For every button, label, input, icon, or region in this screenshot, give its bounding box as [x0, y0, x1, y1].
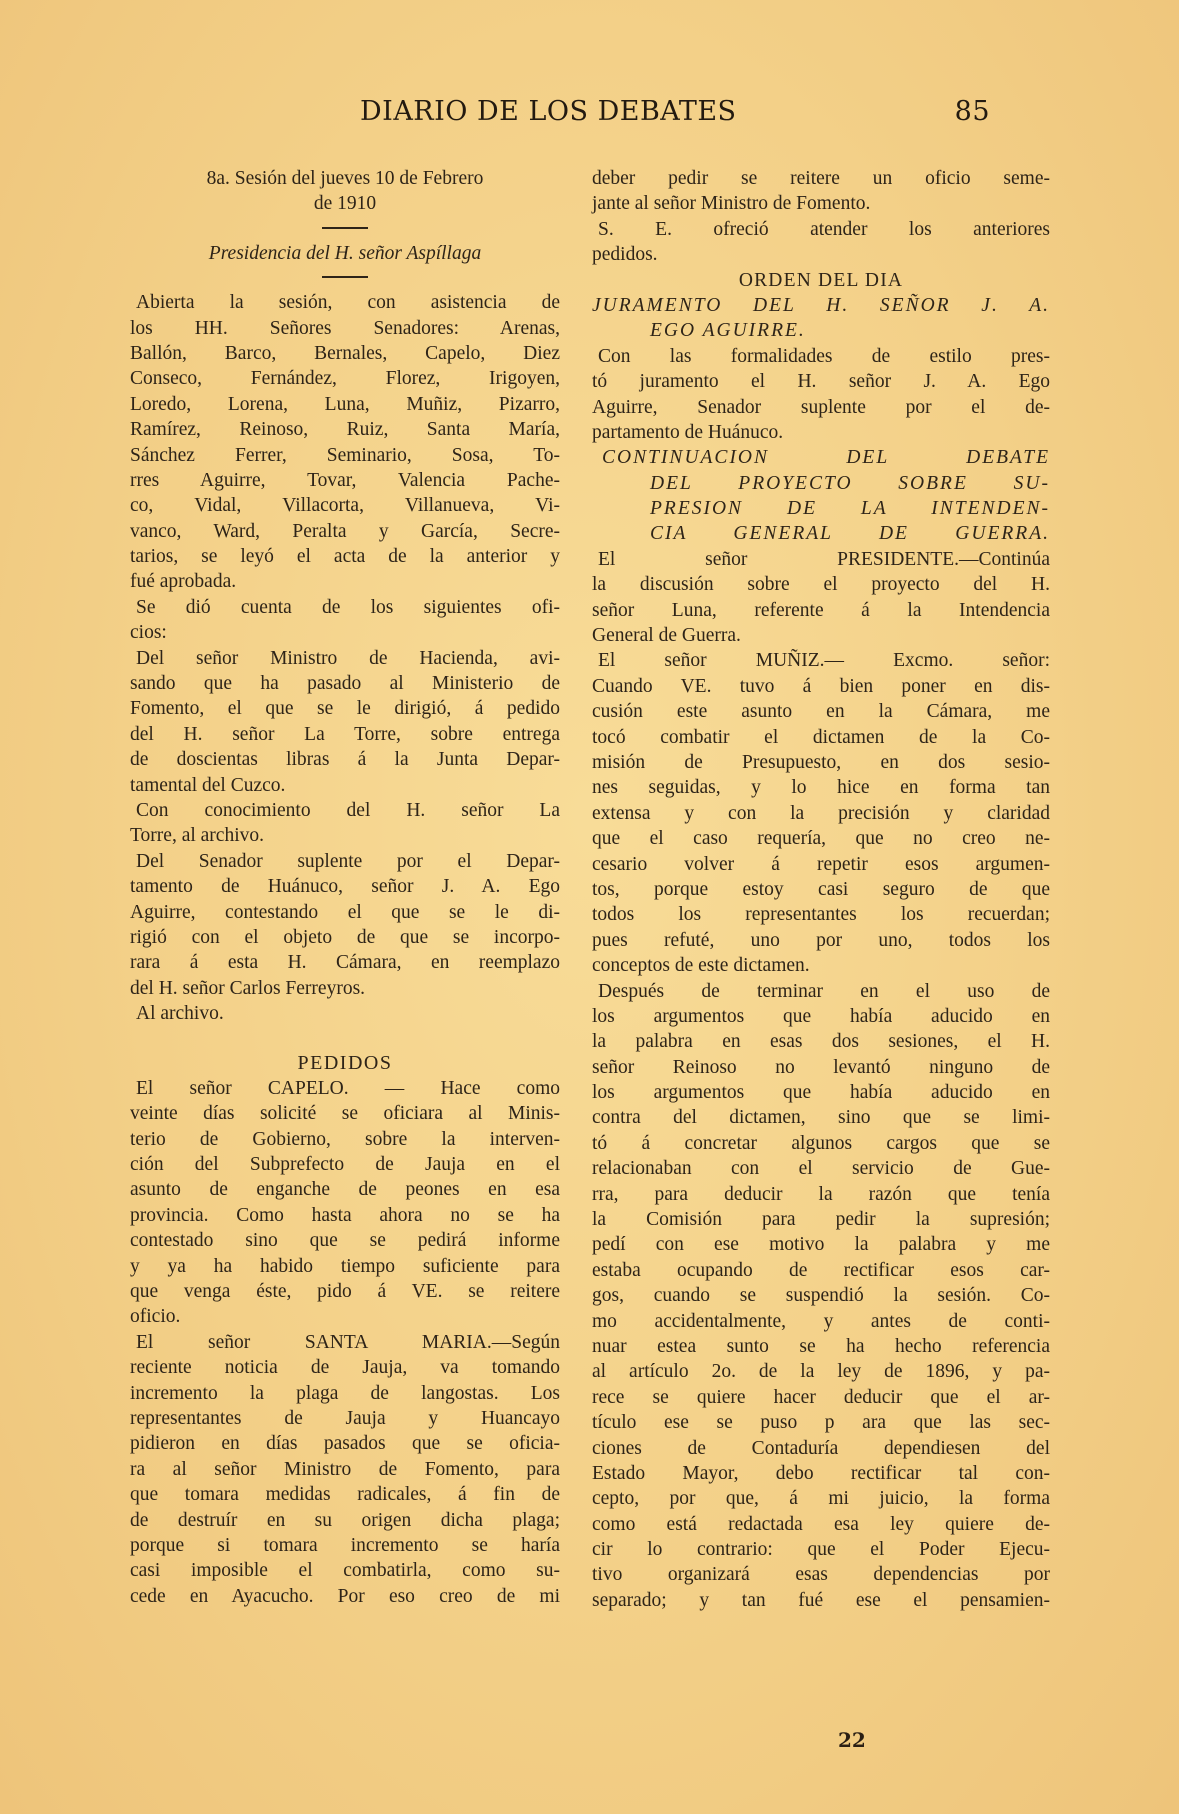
text-line: mo accidentalmente, y antes de conti-: [592, 1310, 1050, 1332]
running-header: [360, 96, 990, 127]
capelo-speech: [130, 1076, 560, 1330]
text-line: sando que ha pasado al Ministerio de: [130, 673, 560, 695]
text-line: Del Senador suplente por el Depar-: [136, 850, 560, 872]
text-line: Al archivo.: [136, 1003, 224, 1025]
text-line: rra, para deducir la razón que tenía: [592, 1183, 1050, 1205]
text-line: ciones de Contaduría dependiesen del: [592, 1437, 1050, 1459]
text-line: tos, porque estoy casi seguro de que: [592, 878, 1050, 900]
text-line: separado; y tan fué ese el pensamien-: [592, 1589, 1050, 1611]
text-line: terio de Gobierno, sobre la interven-: [130, 1128, 560, 1150]
text-line: partamento de Huánuco.: [592, 421, 784, 443]
santa-maria-speech: [130, 1330, 560, 1609]
session-title-line: 8a. Sesión del jueves 10 de Febrero: [206, 168, 484, 189]
text-line: la discusión sobre el proyecto del H.: [592, 574, 1050, 596]
text-line: cusión este asunto en la Cámara, me: [592, 701, 1050, 723]
text-line: misión de Presupuesto, en dos sesio-: [592, 751, 1050, 773]
text-line: rara á esta H. Cámara, en reemplazo: [130, 952, 560, 974]
text-line: Abierta la sesión, con asistencia de: [136, 292, 560, 314]
text-line: tó juramento el H. señor J. A. Ego: [592, 371, 1050, 393]
heading-line: PRESION DE LA INTENDEN-: [650, 498, 1050, 520]
text-line: los argumentos que había aducido en: [592, 1005, 1050, 1027]
heading-line: CIA GENERAL DE GUERRA.: [650, 523, 1050, 545]
text-line: Conseco, Fernández, Florez, Irigoyen,: [130, 368, 560, 390]
oficios-intro: [130, 595, 560, 646]
text-line: Aguirre, contestando el que se le di-: [130, 901, 560, 923]
text-line: co, Vidal, Villacorta, Villanueva, Vi-: [130, 495, 560, 517]
text-line: Ramírez, Reinoso, Ruiz, Santa María,: [130, 419, 560, 441]
text-line: cepto, por que, á mi juicio, la forma: [592, 1488, 1050, 1510]
text-line: El señor PRESIDENTE.—Continúa: [598, 548, 1050, 570]
page-number: 85: [954, 96, 990, 127]
text-line: vanco, Ward, Peralta y García, Secre-: [130, 520, 560, 542]
text-line: tamento de Huánuco, señor J. A. Ego: [130, 876, 560, 898]
text-line: señor Luna, referente á la Intendencia: [592, 599, 1050, 621]
heading-line: EGO AGUIRRE.: [650, 320, 806, 342]
text-line: reciente noticia de Jauja, va tomando: [130, 1357, 560, 1379]
text-line: Sánchez Ferrer, Seminario, Sosa, To-: [130, 444, 560, 466]
presidency-line: Presidencia del H. señor Aspíllaga: [208, 242, 482, 264]
text-line: la palabra en esas dos sesiones, el H.: [592, 1031, 1050, 1053]
opening-paragraph: [130, 290, 560, 595]
text-line: relacionaban con el servicio de Gue-: [592, 1158, 1050, 1180]
continuacion-heading: [592, 445, 1050, 547]
text-line: que venga éste, pido á VE. se reitere: [130, 1281, 560, 1303]
presidente-text: [592, 547, 1050, 649]
text-line: y ya ha habido tiempo suficiente para: [130, 1255, 560, 1277]
text-line: Estado Mayor, debo rectificar tal con-: [592, 1462, 1050, 1484]
text-line: tó á concretar algunos cargos que se: [592, 1132, 1050, 1154]
text-line: oficio.: [130, 1306, 181, 1328]
section-heading-orden-del-dia: ORDEN DEL DIA: [738, 269, 904, 291]
text-line: cede en Ayacucho. Por eso creo de mi: [130, 1585, 560, 1607]
oficio-senador: [130, 849, 560, 1001]
text-line: Del señor Ministro de Hacienda, avi-: [136, 647, 560, 669]
text-line: Torre, al archivo.: [130, 825, 264, 847]
text-line: El señor SANTA MARIA.—Según: [136, 1331, 560, 1353]
text-line: Se dió cuenta de los siguientes ofi-: [136, 596, 560, 618]
text-line: tivo organizará esas dependencias por: [592, 1564, 1050, 1586]
text-line: tículo ese se puso p ara que las sec-: [592, 1412, 1050, 1434]
right-column: [592, 166, 1050, 1613]
text-line: al artículo 2o. de la ley de 1896, y pa-: [592, 1361, 1050, 1383]
text-line: incremento la plaga de langostas. Los: [130, 1382, 560, 1404]
session-title-line: de 1910: [313, 193, 377, 215]
text-line: representantes de Jauja y Huancayo: [130, 1407, 560, 1429]
text-line: El señor MUÑIZ.— Excmo. señor:: [598, 650, 1050, 672]
text-line: rres Aguirre, Tovar, Valencia Pache-: [130, 469, 560, 491]
text-line: Con conocimiento del H. señor La: [136, 799, 560, 821]
oficio-hacienda: [130, 646, 560, 798]
text-line: conceptos de este dictamen.: [592, 955, 810, 977]
journal-title: DIARIO DE LOS DEBATES: [360, 96, 737, 127]
heading-line: CONTINUACION DEL DEBATE: [602, 447, 1050, 469]
text-line: estaba ocupando de rectificar esos car-: [592, 1259, 1050, 1281]
oficio-hacienda-action: [130, 798, 560, 849]
text-line: del H. señor La Torre, sobre entrega: [130, 723, 560, 745]
text-line: S. E. ofreció atender los anteriores: [598, 218, 1050, 240]
divider: [322, 276, 368, 278]
text-line: Fomento, el que se le dirigió, á pedido: [130, 698, 560, 720]
text-line: tamental del Cuzco.: [130, 774, 286, 796]
text-line: que tomara medidas radicales, á fin de: [130, 1484, 560, 1506]
heading-line: JURAMENTO DEL H. SEÑOR J. A.: [592, 294, 1050, 316]
text-line: deber pedir se reitere un oficio seme-: [592, 168, 1050, 189]
text-line: del H. señor Carlos Ferreyros.: [130, 977, 366, 999]
muniz-speech: [592, 648, 1050, 978]
text-line: pedí con ese motivo la palabra y me: [592, 1234, 1050, 1256]
spacer: [130, 1027, 560, 1047]
text-line: los argumentos que había aducido en: [592, 1082, 1050, 1104]
text-line: gos, cuando se suspendió la sesión. Co-: [592, 1285, 1050, 1307]
heading-line: DEL PROYECTO SOBRE SU-: [650, 472, 1050, 494]
text-line: ción del Subprefecto de Jauja en el: [130, 1154, 560, 1176]
section-heading-pedidos: PEDIDOS: [297, 1051, 393, 1074]
text-line: veinte días solicité se oficiara al Minis-: [130, 1103, 560, 1125]
text-line: casi imposible el combatirla, como su-: [130, 1560, 560, 1582]
muniz-speech-continued: [592, 979, 1050, 1614]
text-line: pues refuté, uno por uno, todos los: [592, 929, 1050, 951]
text-line: cesario volver á repetir esos argumen-: [592, 853, 1050, 875]
divider: [322, 227, 368, 229]
juramento-heading: [592, 293, 1050, 344]
signature-mark: 22: [838, 1728, 866, 1752]
left-column: [130, 166, 560, 1609]
se-response: [592, 217, 1050, 268]
text-line: provincia. Como hasta ahora no se ha: [130, 1204, 560, 1226]
text-line: fué aprobada.: [130, 571, 237, 593]
text-line: contestado sino que se pedirá informe: [130, 1230, 560, 1252]
text-line: pedidos.: [592, 244, 658, 266]
session-title: [130, 166, 560, 217]
text-line: Loredo, Lorena, Luna, Muñiz, Pizarro,: [130, 393, 560, 415]
text-line: asunto de enganche de peones en esa: [130, 1179, 560, 1201]
text-line: Con las formalidades de estilo pres-: [598, 345, 1050, 367]
text-line: de destruír en su origen dicha plaga;: [130, 1509, 560, 1531]
text-line: contra del dictamen, sino que se limi-: [592, 1107, 1050, 1129]
text-line: ra al señor Ministro de Fomento, para: [130, 1458, 560, 1480]
text-line: tarios, se leyó el acta de la anterior y: [130, 546, 560, 568]
text-line: Ballón, Barco, Bernales, Capelo, Diez: [130, 342, 560, 364]
santa-maria-continued: [592, 166, 1050, 217]
text-line: cios:: [130, 622, 167, 644]
text-line: de doscientas libras á la Junta Depar-: [130, 749, 560, 771]
text-line: El señor CAPELO. — Hace como: [136, 1077, 560, 1099]
text-line: extensa y con la precisión y claridad: [592, 802, 1050, 824]
text-line: rece se quiere hacer deducir que el ar-: [592, 1386, 1050, 1408]
text-line: nes seguidas, y lo hice en forma tan: [592, 777, 1050, 799]
text-line: tocó combatir el dictamen de la Co-: [592, 726, 1050, 748]
text-line: porque si tomara incremento se haría: [130, 1534, 560, 1556]
text-line: nuar estea sunto se ha hecho referencia: [592, 1335, 1050, 1357]
text-line: General de Guerra.: [592, 625, 741, 647]
text-line: señor Reinoso no levantó ninguno de: [592, 1056, 1050, 1078]
text-line: Aguirre, Senador suplente por el de-: [592, 396, 1050, 418]
text-line: que el caso requería, que no creo ne-: [592, 828, 1050, 850]
text-line: jante al señor Ministro de Fomento.: [592, 193, 871, 215]
text-line: pidieron en días pasados que se oficia-: [130, 1433, 560, 1455]
text-line: rigió con el objeto de que se incorpo-: [130, 926, 560, 948]
juramento-text: [592, 344, 1050, 446]
text-line: todos los representantes los recuerdan;: [592, 904, 1050, 926]
text-line: como está redactada esa ley quiere de-: [592, 1513, 1050, 1535]
text-line: cir lo contrario: que el Poder Ejecu-: [592, 1539, 1050, 1561]
text-line: la Comisión para pedir la supresión;: [592, 1209, 1050, 1231]
text-line: Cuando VE. tuvo á bien poner en dis-: [592, 675, 1050, 697]
text-line: los HH. Señores Senadores: Arenas,: [130, 317, 560, 339]
text-line: Después de terminar en el uso de: [598, 980, 1050, 1002]
